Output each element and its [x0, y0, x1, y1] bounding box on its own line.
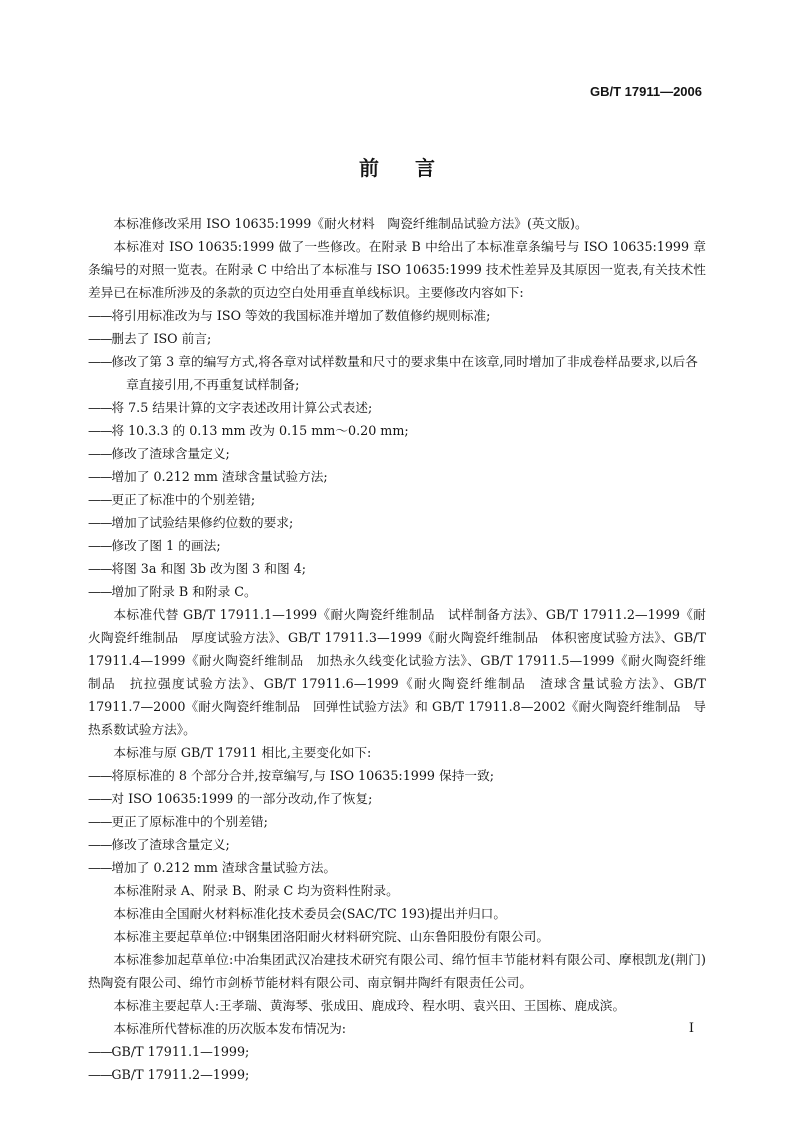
modification-item: —— 将图 3a 和图 3b 改为图 3 和图 4;: [88, 557, 706, 580]
history-item: —— GB/T 17911.2—1999;: [88, 1063, 706, 1086]
foreword-body: [88, 212, 706, 1086]
modification-item: —— 增加了试验结果修约位数的要求;: [88, 511, 706, 534]
change-item: —— 将原标准的 8 个部分合并,按章编写,与 ISO 10635:1999 保持一致;: [88, 764, 706, 787]
modification-statement: 本标准对 ISO 10635:1999 做了一些修改。在附录 B 中给出了本标准章条编号与 ISO 10635:1999 章条编号的对照一览表。在附录 C 中给出了本标准与 ISO 10635:1999 技术性差异及其原因一览表,有关技术性差异已在标准所涉及的条款的页边空白处用垂直单线标识。主要修改内容如下:: [88, 239, 706, 300]
modification-item: —— 修改了图 1 的画法;: [88, 534, 706, 557]
changes-intro: 本标准与原 GB/T 17911 相比,主要变化如下:: [113, 745, 372, 760]
main-drafters-org: 本标准主要起草单位:中钢集团洛阳耐火材料研究院、山东鲁阳股份有限公司。: [113, 929, 550, 944]
change-item: —— 对 ISO 10635:1999 的一部分改动,作了恢复;: [88, 787, 706, 810]
modification-item: —— 将引用标准改为与 ISO 等效的我国标准并增加了数值修约规则标准;: [88, 304, 706, 327]
modification-item: —— 增加了附录 B 和附录 C。: [88, 580, 706, 603]
history-item: —— GB/T 17911.1—1999;: [88, 1040, 706, 1063]
change-item: —— 修改了渣球含量定义;: [88, 833, 706, 856]
modification-item: —— 更正了标准中的个别差错;: [88, 488, 706, 511]
change-item: —— 增加了 0.212 mm 渣球含量试验方法。: [88, 856, 706, 879]
adoption-statement: 本标准修改采用 ISO 10635:1999《耐火材料 陶瓷纤维制品试验方法》(英文版)。: [113, 216, 588, 231]
modification-item: —— 删去了 ISO 前言;: [88, 327, 706, 350]
annex-statement: 本标准附录 A、附录 B、附录 C 均为资料性附录。: [113, 883, 399, 898]
committee-statement: 本标准由全国耐火材料标准化技术委员会(SAC/TC 193)提出并归口。: [113, 906, 507, 921]
modification-item: —— 修改了渣球含量定义;: [88, 442, 706, 465]
modification-item: —— 增加了 0.212 mm 渣球含量试验方法;: [88, 465, 706, 488]
page-number: I: [688, 1021, 694, 1036]
page-title: 前言: [359, 156, 471, 180]
modification-item: —— 将 10.3.3 的 0.13 mm 改为 0.15 mm～0.20 mm;: [88, 419, 706, 442]
standard-number: GB/T 17911—2006: [589, 84, 702, 99]
modification-item: —— 将 7.5 结果计算的文字表述改用计算公式表述;: [88, 396, 706, 419]
modification-item: —— 修改了第 3 章的编写方式,将各章对试样数量和尺寸的要求集中在该章,同时增加了非成卷样品要求,以后各章直接引用,不再重复试样制备;: [88, 350, 706, 396]
change-item: —— 更正了原标准中的个别差错;: [88, 810, 706, 833]
history-intro: 本标准所代替标准的历次版本发布情况为:: [113, 1021, 347, 1036]
main-drafters: 本标准主要起草人:王孝瑞、黄海琴、张成田、鹿成玲、程水明、袁兴田、王国栋、鹿成滨。: [113, 998, 626, 1013]
replacement-statement: 本标准代替 GB/T 17911.1—1999《耐火陶瓷纤维制品 试样制备方法》、GB/T 17911.2—1999《耐火陶瓷纤维制品 厚度试验方法》、GB/T 17911.3—1999《耐火陶瓷纤维制品 体积密度试验方法》、GB/T 17911.4—1999《耐火陶瓷纤维制品 加热永久线变化试验方法》、GB/T 17911.5—1999《耐火陶瓷纤维制品 抗拉强度试验方法》、GB/T 17911.6—1999《耐火陶瓷纤维制品 渣球含量试验方法》、GB/T 17911.7—2000《耐火陶瓷纤维制品 回弹性试验方法》和 GB/T 17911.8—2002《耐火陶瓷纤维制品 导热系数试验方法》。: [88, 607, 706, 737]
participating-drafters-org: 本标准参加起草单位:中冶集团武汉冶建技术研究有限公司、绵竹恒丰节能材料有限公司、摩根凯龙(荆门)热陶瓷有限公司、绵竹市剑桥节能材料有限公司、南京铜井陶纤有限责任公司。: [88, 952, 706, 990]
